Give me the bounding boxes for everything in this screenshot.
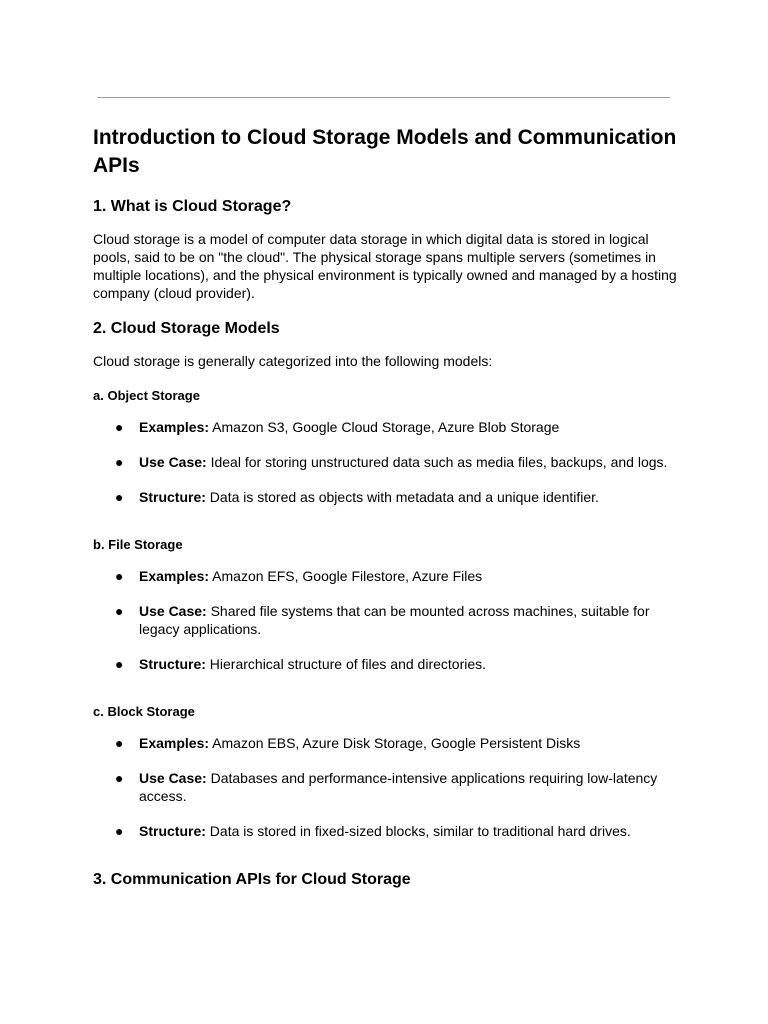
section-1-body: Cloud storage is a model of computer data storage in which digital data is stored in logical pools, said to be on "the cloud". The physical storage spans multiple servers (sometimes in multiple locations), and the physical environment is typically owned and managed by a hosting company (cloud provider). — [93, 231, 677, 301]
list-item — [93, 453, 683, 471]
list-item — [93, 418, 683, 436]
file-storage-list — [93, 567, 683, 673]
file-storage-heading: b. File Storage — [93, 537, 183, 552]
list-item — [93, 822, 683, 840]
section-3-heading: 3. Communication APIs for Cloud Storage — [93, 871, 411, 888]
item-text: Amazon EBS, Azure Disk Storage, Google Persistent Disks — [209, 735, 581, 751]
document-content — [93, 124, 683, 903]
list-item — [93, 769, 683, 805]
bullet-icon: ● — [115, 735, 124, 751]
block-storage-list — [93, 734, 683, 840]
list-item — [93, 655, 683, 673]
block-storage-heading: c. Block Storage — [93, 704, 195, 719]
object-storage-list — [93, 418, 683, 506]
item-text: Data is stored as objects with metadata and a unique identifier. — [205, 489, 599, 505]
item-text: Shared file systems that can be mounted across machines, suitable for legacy applications. — [139, 603, 650, 637]
bullet-icon: ● — [115, 770, 124, 786]
item-label: Examples: — [139, 568, 210, 584]
list-item — [93, 488, 683, 506]
bullet-icon: ● — [115, 603, 124, 619]
bullet-icon: ● — [115, 489, 124, 505]
section-2-intro: Cloud storage is generally categorized into the following models: — [93, 353, 493, 369]
item-text: Ideal for storing unstructured data such as media files, backups, and logs. — [206, 454, 668, 470]
item-label: Examples: — [139, 735, 210, 751]
item-text: Amazon S3, Google Cloud Storage, Azure Blob Storage — [209, 419, 560, 435]
bullet-icon: ● — [115, 568, 124, 584]
item-text: Hierarchical structure of files and directories. — [205, 656, 487, 672]
object-storage-heading: a. Object Storage — [93, 388, 200, 403]
bullet-icon: ● — [115, 419, 124, 435]
item-label: Use Case: — [139, 603, 207, 619]
item-label: Structure: — [139, 823, 206, 839]
item-label: Examples: — [139, 419, 210, 435]
item-label: Use Case: — [139, 770, 207, 786]
document-title: Introduction to Cloud Storage Models and Communication APIs — [93, 126, 677, 177]
bullet-icon: ● — [115, 656, 124, 672]
item-label: Structure: — [139, 656, 206, 672]
item-label: Structure: — [139, 489, 206, 505]
list-item — [93, 567, 683, 585]
section-2-heading: 2. Cloud Storage Models — [93, 320, 280, 337]
top-divider — [97, 97, 670, 98]
item-label: Use Case: — [139, 454, 207, 470]
section-1-heading: 1. What is Cloud Storage? — [93, 198, 292, 215]
list-item — [93, 734, 683, 752]
bullet-icon: ● — [115, 454, 124, 470]
item-text: Amazon EFS, Google Filestore, Azure Files — [209, 568, 483, 584]
item-text: Data is stored in fixed-sized blocks, similar to traditional hard drives. — [205, 823, 631, 839]
item-text: Databases and performance-intensive applications requiring low-latency access. — [139, 770, 658, 804]
list-item — [93, 602, 683, 638]
bullet-icon: ● — [115, 823, 124, 839]
